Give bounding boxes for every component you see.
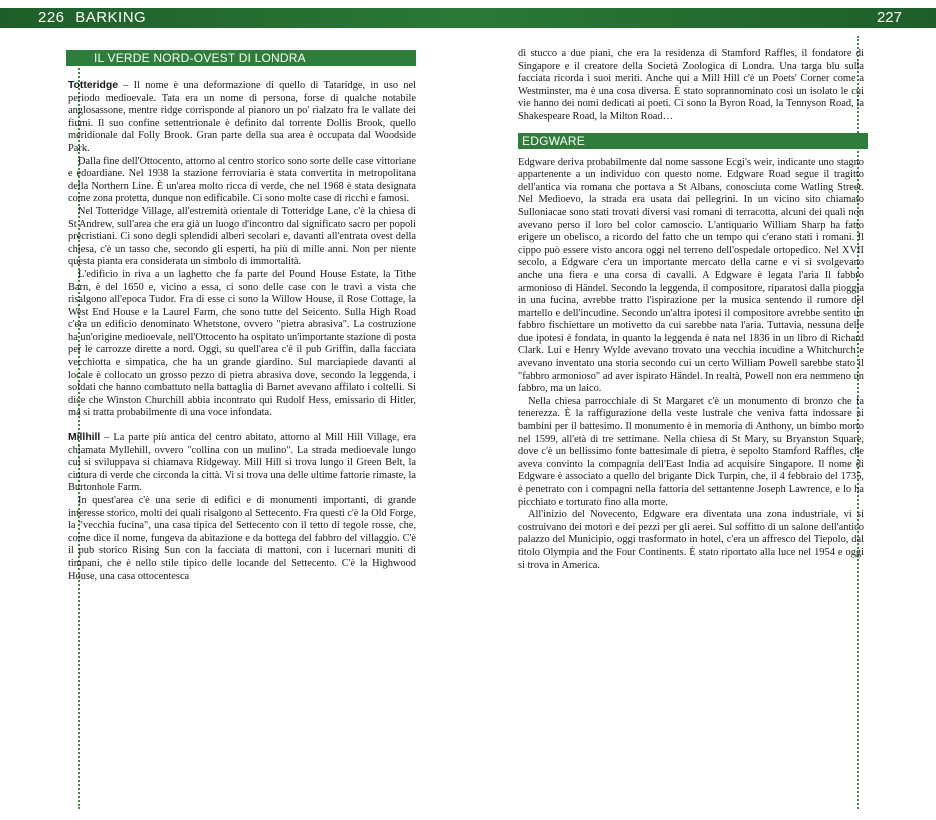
paragraph: Dalla fine dell'Ottocento, attorno al centro storico sono sorte delle case vittoriane e edoardiane. Nel 1938 la stazione ferroviaria è stata convertita in metropolitana della Northern Line. È un'area molto ricca di verde, che nel 1968 è stata designata come zona protetta, dunque non edificabile. Ci sono molte case di ricchi e famosi. xyxy=(68,155,416,205)
paragraph xyxy=(68,80,416,156)
continuation-paragraph: di stucco a due piani, che era la residenza di Stamford Raffles, il fondatore di Singapore e il creatore della Società Zoologica di Londra. Una targa blu sulla facciata ricorda i suoi meriti. Anche qui a Mill Hill c'è un Poets' Corner come a Westminster, ma è una cosa diversa. È stato soprannominato così un isolato le cui vie hanno dei nomi dedicati ai poeti. Ci sono la Byron Road, la Tennyson Road, la Shakespeare Road, la Milton Road… xyxy=(518,48,864,122)
entry-millhill xyxy=(68,432,416,583)
left-running-title: BARKING xyxy=(75,9,147,26)
right-page-header xyxy=(468,8,936,28)
paragraph: All'inizio del Novecento, Edgware era diventata una zona industriale, vi si costruivano dei motori e dei pezzi per gli aerei. Sul soffitto di un salone dell'antico palazzo del Municipio, oggi trasformato in hotel, c'era un affresco del Tiepolo, dal titolo Olympia and the Four Continents. È stato riportato alla luce nel 1954 e oggi si trova in America. xyxy=(518,509,864,571)
section-title-verde-nord-ovest: IL VERDE NORD-OVEST DI LONDRA xyxy=(66,50,416,66)
paragraph xyxy=(68,432,416,495)
right-column xyxy=(518,48,864,572)
paragraph: L'edificio in riva a un laghetto che fa parte del Pound House Estate, la Tithe Barn, è del 1650 e, vicino a essa, ci sono delle case con le travi a vista che risalgono all'epoca Tudor. Fra di esse ci sono la Willow House, il Rose Cottage, la West End House e la Laurel Farm, che sono tutte del Seicento. Sulla High Road c'era un edificio denominato Whetstone, ovvero "pietra abrasiva". La costruzione ha un'origine medioevale, nell'Ottocento ha ospitato un'importante stazione di posta per le carrozze dirette a nord. Oggi, su quell'area c'è il pub Griffin, dalla facciata vecchiotta e simpatica, che ha un grande giardino. Sul marciapiede davanti al locale è collocato un grosso pezzo di pietra abrasiva dove, secondo la leggenda, i soldati che hanno combattuto nella battaglia di Barnet avevano affilato i coltelli. Si dice che Winston Churchill abbia incontrato qui Rudolf Hess, emissario di Hitler, ma si tratta probabilmente di una voce infondata. xyxy=(68,268,416,419)
entry-term: Millhill xyxy=(68,432,101,444)
paragraph: Nel Totteridge Village, all'estremità orientale di Totteridge Lane, c'è la chiesa di St Andrew, sull'area che era già un luogo d'incontro dal significato sacro per popoli precristiani. Ci sono degli splendidi alberi secolari e, davanti all'entrata ovest della chiesa, c'è un tasso che, secondo gli esperti, ha più di mille anni. Non per niente questa pianta era considerata un simbolo di immortalità. xyxy=(68,205,416,268)
paragraph: Nella chiesa parrocchiale di St Margaret c'è un monumento di bronzo che fa tenerezza. È la raffigurazione della veste lustrale che veniva fatta indossare ai bambini per il battesimo. Il monumento è in memoria di Anthony, un bimbo morto nel 1599, all'età di tre settimane. Nella chiesa di St Mary, su Bryanston Square, dove c'è un bellissimo fonte battesimale di pietra, è sepolto Stamford Raffles, che aveva convinto la compagnia dell'East India ad acquisire Singapore. Il nome di Edgware è associato a quello del brigante Dick Turpin, che, il 4 febbraio del 1735, è penetrato con i compagni nella fattoria del settantenne Joseph Lawrence, e lo ha picchiato e torturato fino alla morte. xyxy=(518,395,864,508)
paragraph-text: – La parte più antica del centro abitato, attorno al Mill Hill Village, era chiamata Myllehill, ovvero "collina con un mulino". La strada medioevale lungo cui si sviluppava si chiamava Ridgeway. Mill Hill si trova lungo il Green Belt, la cintura di verde che circonda la città. Vi si trova una delle ultime fattorie rimaste, la Burtonhole Farm. xyxy=(68,432,416,494)
running-header xyxy=(0,8,936,28)
entry-totteridge xyxy=(68,80,416,420)
left-column xyxy=(68,50,416,583)
section-title-edgware: EDGWARE xyxy=(518,133,868,149)
left-page-number: 226 xyxy=(38,9,65,26)
entry-term: Totteridge xyxy=(68,80,119,91)
right-page-number: 227 xyxy=(876,9,902,26)
left-page-header xyxy=(0,8,468,28)
paragraph: In quest'area c'è una serie di edifici e di monumenti importanti, di grande interesse storico, molti dei quali risalgono al Settecento. Fra questi c'è la Old Forge, la "vecchia fucina", una casa tipica del Settecento con il tetto di tegole rosse, che, come dice il nome, fungeva da abitazione e da bottega del fabbro del villaggio. C'è il pub storico Rising Sun con la facciata di mattoni, con i lucernari muniti di timpani, che è nello stile tipico delle locande del Settecento. C'è la Highwood House, una casa ottocentesca xyxy=(68,495,416,582)
paragraph: Edgware deriva probabilmente dal nome sassone Ecgi's weir, indicante uno stagno appartenente a un individuo con questo nome. Edgware Road segue il tragitto dell'antica via romana che portava a St Albans, conosciuta come Watling Street. Nel Medioevo, la strada era usata dai pellegrini. In un vicino sito chiamato Sulloniacae sono stati trovati diversi vasi romani di terracotta, alcuni dei quali non avevano perso il loro bel color camoscio. L'antiquario William Sharp ha fatto erigere un obelisco, a ricordo del fatto che un tempo qui c'erano stati i romani. Il cippo può essere visto ancora oggi nel terreno dell'ospedale ortopedico. Nel XVII secolo, a Edgware c'era un importante mercato della carne e vi si svolgevano anche una fiera e una corsa di cavalli. A Edgware è legata l'aria Il fabbro armonioso di Händel. Secondo la leggenda, il compositore, riparatosi dalla pioggia in una fucina, avrebbe tratto l'ispirazione per la musica sentendo il rumore del martello e dell'incudine. Secondo un'altra ipotesi il compositore avrebbe sentito un fabbro fischiettare un motivetto da cui sarebbe nata l'aria. Tuttavia, nessuna delle due ipotesi è fondata, in quanto la leggenda è nata nel 1836 in un libro di Richard Clark. Lui e Henry Wylde avevano trovato una vecchia incudine a Whitchurch e avevano inventato una storia secondo cui un certo William Powell sarebbe stato il "fabbro armonioso" ad aver ispirato Händel. In realtà, Powell non era nemmeno un fabbro, ma un laico. xyxy=(518,156,864,395)
paragraph-text: – Il nome è una deformazione di quello di Tataridge, in uso nel periodo medioevale. Tata era un nome di persona, forse di qualche notabile anglosassone, mentre ridge corrisponde al pianoro un po' rialzato fra le vallate dei fiumi. Il suo confine settentrionale è definito dal torrente Dollis Brook, quello meridionale dal Folly Brook. Gran parte della sua area è occupata dal Woodside Park. xyxy=(68,80,416,154)
